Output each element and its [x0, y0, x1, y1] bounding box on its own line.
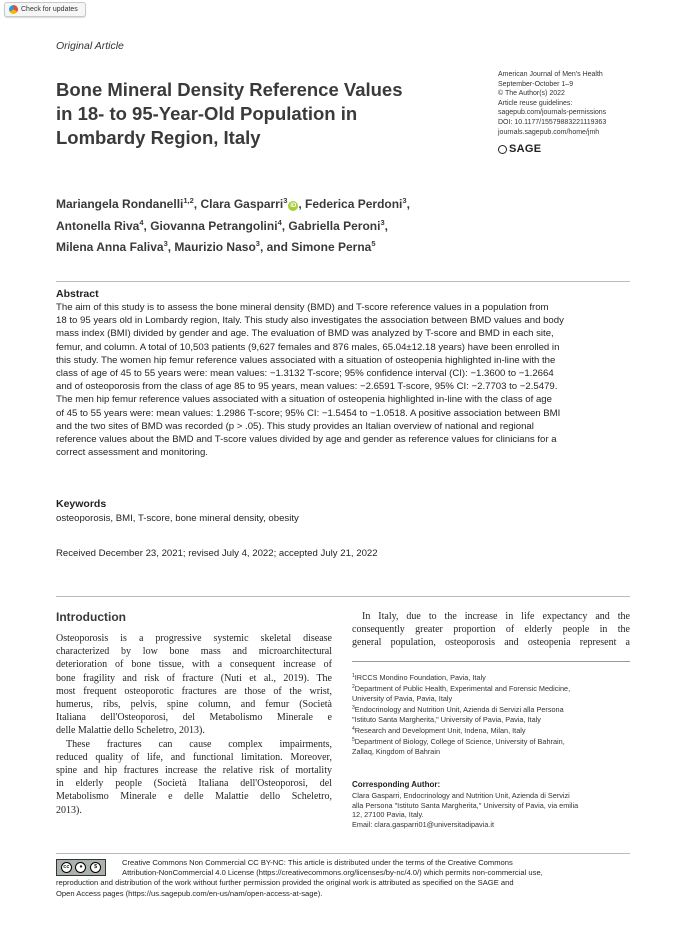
publisher-name: SAGE [509, 143, 542, 155]
affil-text: Department of Biology, College of Science, University of Bahrain, [354, 736, 565, 746]
author-affil-sup: 3 [380, 217, 385, 227]
body-line: These fractures can cause complex impairments, [66, 738, 332, 750]
affiliation-line [352, 725, 632, 736]
corresponding-author-heading: Corresponding Author: [352, 780, 441, 789]
affil-sup: 5 [352, 736, 355, 743]
body-line: spine and hip fractures increase the relative risk of mortality [56, 765, 332, 777]
check-for-updates-button[interactable] [4, 2, 86, 17]
title-line: in 18- to 95-Year-Old Population in [56, 103, 358, 124]
keywords-heading: Keywords [56, 498, 107, 510]
abstract-line: femur, and column. A total of 10,503 patients (9,627 females and 876 males, 65.04±12.18 years) have been enrolled in [56, 341, 560, 353]
corresponding-email[interactable]: Email: clara.gasparri01@universitadipavia.it [352, 819, 495, 829]
doi[interactable]: DOI: 10.1177/15579883221119363 [498, 118, 607, 126]
body-line: 2013). [56, 804, 82, 816]
author-affil-sup: 4 [277, 217, 282, 227]
check-for-updates-label: Check for updates [21, 6, 78, 13]
journal-name: American Journal of Men's Health [498, 71, 603, 78]
author-affil-sup: 4 [139, 217, 144, 227]
section-heading-introduction: Introduction [56, 610, 126, 624]
body-line: characterized by low bone mass and microarchitectural [56, 646, 332, 658]
abstract-heading: Abstract [56, 288, 99, 300]
nc-icon: $ [90, 862, 101, 873]
body-column-left [56, 632, 332, 817]
body-line: Osteoporosis is a progressive systemic skeletal disease [56, 633, 332, 644]
affiliations [352, 672, 632, 757]
by-icon: ● [75, 862, 86, 873]
affil-text: Endocrinology and Nutrition Unit, Azienda di Servizi alla Persona [354, 704, 564, 714]
abstract-line: The aim of this study is to assess the bone mineral density (BMD) and T-score reference values in a population from [56, 302, 549, 313]
license-line: Attribution-NonCommercial 4.0 License (https://creativecommons.org/licenses/by-nc/4.0/) which permits non-commercial use, [122, 868, 543, 878]
affiliation-line [352, 672, 632, 683]
affil-sup: 2 [352, 683, 355, 690]
author-affil-sup: 5 [371, 239, 376, 248]
corresponding-author [352, 791, 632, 829]
affil-sup: 3 [352, 704, 355, 711]
article-title [56, 78, 476, 150]
corresponding-line: alla Persona "Istituto Santa Margherita," University of Pavia, via emilia [352, 800, 579, 810]
reuse-heading: Article reuse guidelines: [498, 99, 573, 107]
body-column-right [352, 610, 630, 650]
license-line: Open Access pages (https://us.sagepub.com/en-us/nam/open-access-at-sage). [56, 888, 323, 898]
affil-text: IRCCS Mondino Foundation, Pavia, Italy [354, 673, 486, 682]
body-line: delle Malattie dello Scheletro, 2013). [56, 725, 205, 737]
author-line [56, 235, 516, 257]
body-line: In Italy, due to the increase in life expectancy and the [362, 611, 630, 622]
author-list [56, 192, 516, 257]
corresponding-line: 12, 27100 Pavia, Italy. [352, 810, 424, 820]
cc-icon: cc [61, 862, 72, 873]
article-type: Original Article [56, 40, 124, 52]
author-affil-sup: 3 [402, 196, 407, 205]
author-name: Antonella Riva [56, 218, 140, 233]
body-line: deterioration of bone tissue, with a consequent increase of [56, 659, 332, 671]
footnote-divider [352, 661, 630, 662]
affiliation-line [352, 714, 632, 725]
license-divider [56, 853, 630, 854]
body-line: humerus, ribs, pelvis, spine column, and femur (Società [56, 699, 332, 711]
body-line: reduced quality of life, and functional limitation. Moreover, [56, 751, 332, 763]
permissions-link[interactable]: sagepub.com/journals-permissions [498, 109, 607, 117]
abstract-line: this study. The women hip femur reference values associated with a situation of osteopenia highlighted in-line with the [56, 354, 556, 366]
author-name: , Federica Perdoni [298, 197, 403, 211]
body-line: Italiana dell'Osteoporosi, del Metabolismo Minerale e [56, 712, 332, 724]
journal-info [498, 70, 668, 137]
crossmark-icon [9, 5, 18, 14]
body-line: consequently greater proportion of elderly people in the [352, 624, 630, 636]
author-line [56, 214, 516, 236]
body-line: bone fragility and risk of fracture (Nuti et al., 2019). The [56, 672, 332, 684]
affil-text: "Istituto Santa Margherita," University of Pavia, Pavia, Italy [352, 715, 541, 725]
author-separator: , [384, 218, 388, 233]
author-name: , Clara Gasparri [193, 197, 284, 211]
abstract-line: reference values about the BMD and T-score values divided by age and gender as reference values for clinicians for a [56, 434, 557, 446]
body-line: general population, osteoporosis and osteopenia represent a [352, 637, 630, 649]
license-line: Creative Commons Non Commercial CC BY-NC: This article is distributed under the terms of the Creative Commons [122, 858, 513, 867]
divider [56, 596, 630, 597]
divider [56, 281, 630, 282]
article-dates: Received December 23, 2021; revised July 4, 2022; accepted July 21, 2022 [56, 548, 378, 559]
sage-logo-icon [498, 145, 507, 154]
body-line: most frequent osteoporotic fractures are those of the wrist, [56, 685, 332, 697]
affil-sup: 4 [352, 725, 355, 732]
affil-sup: 1 [352, 673, 355, 679]
affil-text: Research and Development Unit, Indena, Milan, Italy [354, 725, 526, 735]
body-line: in elderly people (Società Italiana dell'Osteoporosi, del [56, 778, 332, 790]
affiliation-line [352, 683, 632, 694]
abstract-body [56, 301, 632, 459]
license-line: reproduction and distribution of the work without further permission provided the original work is attributed as specified on the SAGE and [56, 878, 514, 888]
author-name: , and Simone Perna [259, 240, 372, 254]
abstract-line: and the two sites of BMD was recorded (p > .05). This study provides an Italian overview of national and regional [56, 420, 534, 432]
abstract-line: of 45 to 55 years were: mean values: 1.2986 T-score; 95% CI: −1.5454 to −1.0518. A positive association between BMI [56, 407, 561, 419]
abstract-line: and of osteoporosis from the class of age 85 to 95 years, mean values: −2.6591 T-score, 95% CI: −2.7703 to −2.5479. [56, 381, 558, 393]
abstract-line: 18 to 95 years old in Lombardy region, Italy. This study also investigates the association between BMD values and body [56, 315, 564, 327]
abstract-line: The men hip femur reference values associated with a situation of osteopenia highlighted in-line with the class of age [56, 394, 552, 406]
author-line [56, 192, 516, 214]
abstract-line: mass index (BMI) divided by gender and age. The evaluation of BMD was analyzed by T-score and BMD in each site, [56, 328, 554, 340]
author-affil-sup: 1,2 [183, 196, 194, 205]
journal-home-link[interactable]: journals.sagepub.com/home/jmh [498, 128, 600, 136]
affiliation-line [352, 704, 632, 715]
author-name: , Maurizio Naso [167, 240, 256, 254]
body-line: Metabolismo Minerale e delle Malattie dello Scheletro, [56, 791, 332, 803]
orcid-icon[interactable]: iD [290, 203, 297, 209]
affil-text: Zallaq, Kingdom of Bahrain [352, 747, 441, 757]
author-name: , Giovanna Petrangolini [143, 218, 278, 233]
cc-by-nc-badge[interactable] [56, 859, 106, 876]
affil-text: University of Pavia, Pavia, Italy [352, 694, 453, 704]
affiliation-line [352, 693, 632, 704]
copyright: © The Author(s) 2022 [498, 90, 565, 98]
sage-logo [498, 143, 541, 155]
author-name: Milena Anna Faliva [56, 240, 164, 254]
title-line: Lombardy Region, Italy [56, 127, 261, 148]
abstract-line: class of age of 45 to 55 years were: mean values: −1.3132 T-score; 95% confidence interval (CI): −1.3600 to −1.2664 [56, 368, 554, 380]
author-affil-sup: 3 [255, 239, 260, 248]
author-separator: , [406, 197, 410, 211]
author-name: Mariangela Rondanelli [56, 197, 184, 211]
keywords-list: osteoporosis, BMI, T-score, bone mineral density, obesity [56, 513, 299, 524]
author-name: , Gabriella Peroni [281, 218, 381, 233]
affiliation-line [352, 736, 632, 747]
journal-issue: September-October 1–9 [498, 80, 574, 88]
abstract-line: correct assessment and monitoring. [56, 447, 208, 459]
corresponding-line: Clara Gasparri, Endocrinology and Nutrition Unit, Azienda di Servizi [352, 791, 570, 800]
affil-text: Department of Public Health, Experimental and Forensic Medicine, [354, 683, 571, 693]
title-line: Bone Mineral Density Reference Values [56, 79, 403, 100]
author-affil-sup: 3 [163, 239, 168, 248]
affiliation-line [352, 746, 632, 757]
license-text [56, 858, 636, 899]
author-affil-sup: 3 [283, 196, 288, 205]
